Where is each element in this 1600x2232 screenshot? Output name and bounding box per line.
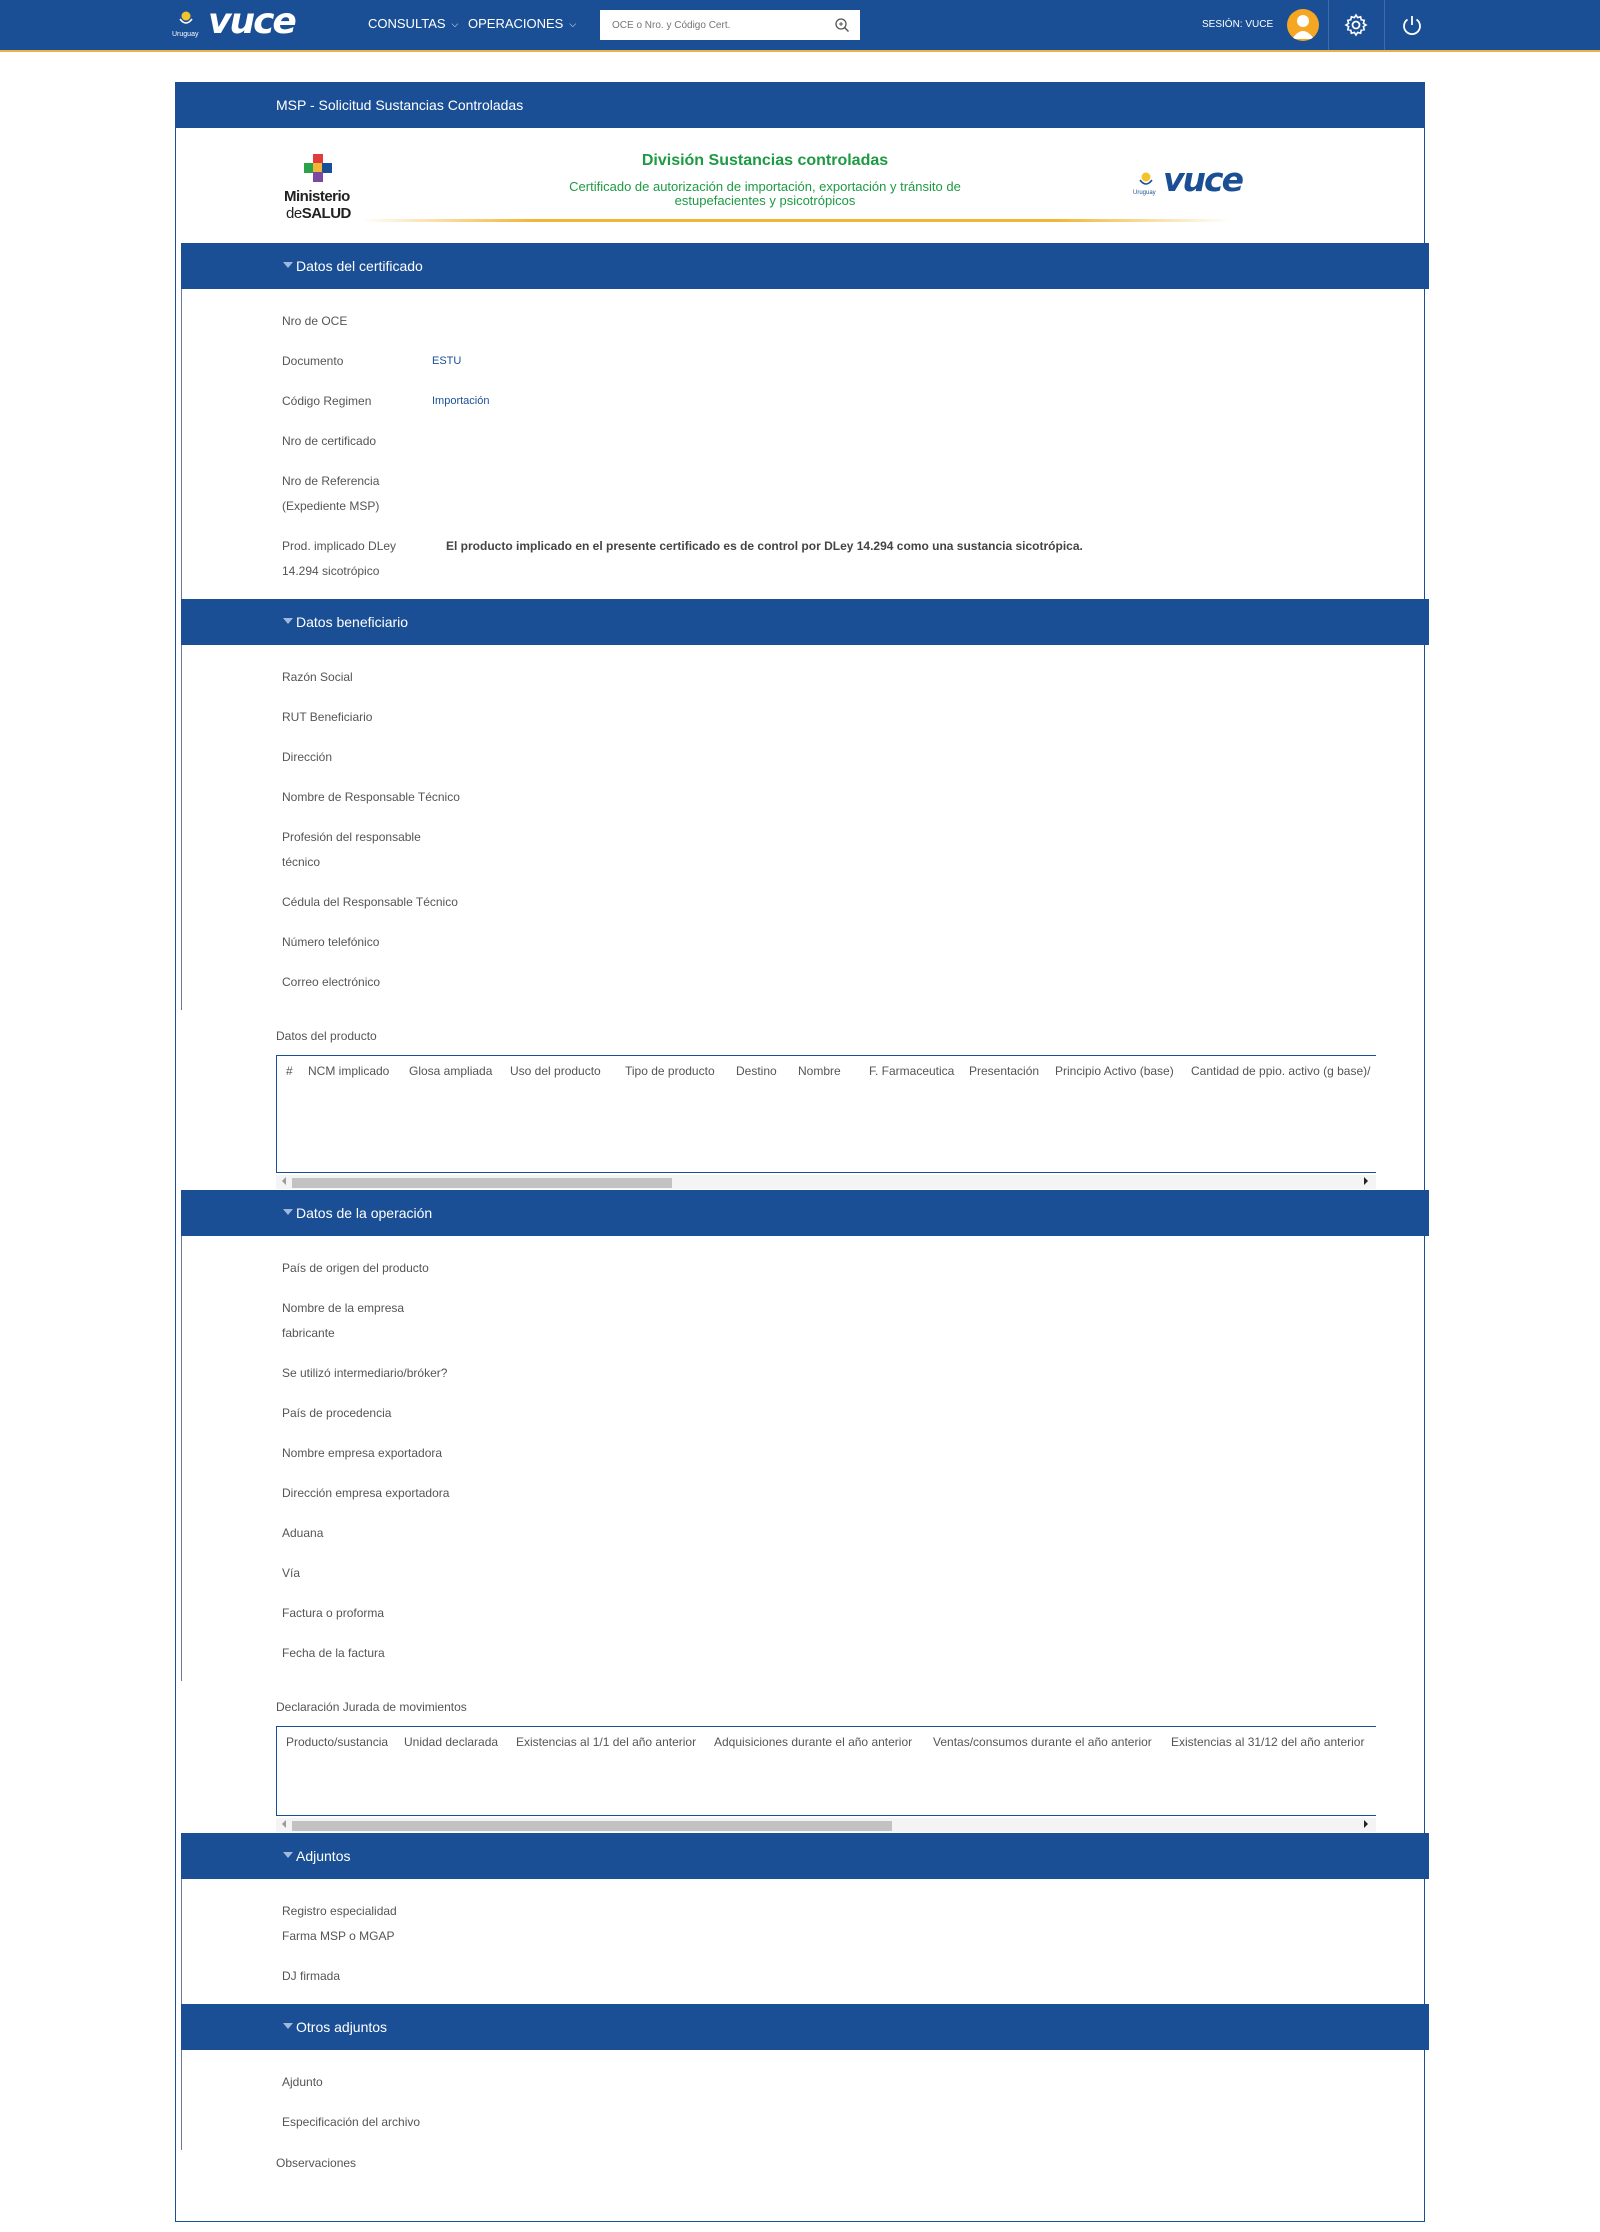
column-header[interactable]: Presentación xyxy=(969,1064,1040,1078)
vuce-brand-logo[interactable] xyxy=(172,1,322,45)
field-label-direccion: Dirección xyxy=(282,750,333,764)
field-label-nro-referencia: Nro de Referencia (Expediente MSP) xyxy=(282,474,380,513)
column-header[interactable]: Tipo de producto xyxy=(625,1064,715,1078)
column-header[interactable]: Glosa ampliada xyxy=(409,1064,493,1078)
column-header[interactable]: Existencias al 31/12 del año anterior xyxy=(1171,1735,1365,1749)
top-navigation-bar xyxy=(0,0,1600,52)
field-label-cedula: Cédula del Responsable Técnico xyxy=(282,895,458,909)
field-value-documento: ESTU xyxy=(432,355,462,367)
section-border xyxy=(181,2050,182,2150)
field-label-razon-social: Razón Social xyxy=(282,670,353,684)
field-label-telefono: Número telefónico xyxy=(282,935,380,949)
msp-logo-line2: deSALUD xyxy=(286,205,351,222)
section-border xyxy=(181,645,182,1010)
scroll-left-arrow-icon[interactable] xyxy=(282,1820,286,1828)
field-value-prod-implicado: El producto implicado en el presente certificado es de control por DLey 14.294 como una sustancia sicotrópica. xyxy=(446,539,1083,553)
section-title: Adjuntos xyxy=(296,1848,351,1864)
toolbar-divider xyxy=(1328,0,1329,50)
section-title: Datos de la operación xyxy=(296,1205,433,1221)
collapse-triangle-icon xyxy=(283,1209,293,1215)
vuce-logo xyxy=(1133,160,1253,206)
dj-grid-scrollbar[interactable] xyxy=(276,1818,1376,1832)
column-header[interactable]: Producto/sustancia xyxy=(286,1735,389,1749)
section-border xyxy=(181,289,182,599)
field-label-factura: Factura o proforma xyxy=(282,1606,385,1620)
search-input[interactable] xyxy=(600,10,820,40)
dj-grid-label: Declaración Jurada de movimientos xyxy=(276,1700,467,1714)
toolbar-divider xyxy=(1384,0,1385,50)
certificate-header xyxy=(280,148,1250,226)
field-label-responsable-tecnico: Nombre de Responsable Técnico xyxy=(282,790,460,804)
column-header[interactable]: F. Farmaceutica xyxy=(869,1064,955,1078)
menu-operaciones-label: OPERACIONES xyxy=(468,16,564,31)
field-label-aduana: Aduana xyxy=(282,1526,324,1540)
column-header[interactable]: Existencias al 1/1 del año anterior xyxy=(516,1735,697,1749)
field-label-especificacion-archivo: Especificación del archivo xyxy=(282,2115,421,2129)
uruguay-emblem-icon xyxy=(179,9,193,27)
section-datos-certificado[interactable] xyxy=(181,243,1429,289)
menu-consultas-label: CONSULTAS xyxy=(368,16,446,31)
certificate-title: División Sustancias controladas xyxy=(641,152,889,169)
menu-operaciones[interactable] xyxy=(468,16,576,31)
field-label-intermediario: Se utilizó intermediario/bróker? xyxy=(282,1366,448,1380)
search-box xyxy=(600,10,860,40)
column-header[interactable]: Adquisiciones durante el año anterior xyxy=(714,1735,913,1749)
section-title: Otros adjuntos xyxy=(296,2019,388,2035)
menu-consultas[interactable] xyxy=(368,16,458,31)
field-label-prod-implicado: Prod. implicado DLey 14.294 sicotrópico xyxy=(282,539,397,578)
section-title: Datos del certificado xyxy=(296,258,423,274)
collapse-triangle-icon xyxy=(283,262,293,268)
logout-power-icon[interactable] xyxy=(1400,13,1424,37)
column-header[interactable]: Destino xyxy=(736,1064,777,1078)
product-grid-label: Datos del producto xyxy=(276,1029,377,1043)
column-header[interactable]: Unidad declarada xyxy=(404,1735,499,1749)
chevron-down-icon: ⌵ xyxy=(451,19,459,29)
section-border xyxy=(181,1879,182,2004)
field-label-correo: Correo electrónico xyxy=(282,975,381,989)
field-label-pais-origen: País de origen del producto xyxy=(282,1261,429,1275)
scroll-right-arrow-icon[interactable] xyxy=(1364,1820,1368,1828)
field-label-registro-especialidad: Registro especialidad Farma MSP o MGAP xyxy=(282,1904,397,1943)
vuce-wordmark: vuce xyxy=(1163,160,1242,199)
brand-wordmark: vuce xyxy=(208,1,295,42)
scroll-left-arrow-icon[interactable] xyxy=(282,1177,286,1185)
scroll-right-arrow-icon[interactable] xyxy=(1364,1177,1368,1185)
uruguay-emblem-icon xyxy=(1139,170,1153,188)
section-datos-beneficiario[interactable] xyxy=(181,599,1429,645)
field-label-empresa-fabricante: Nombre de la empresa fabricante xyxy=(282,1301,405,1340)
section-border xyxy=(181,1236,182,1681)
section-datos-operacion[interactable] xyxy=(181,1190,1429,1236)
field-label-codigo-regimen: Código Regimen xyxy=(282,394,372,408)
collapse-triangle-icon xyxy=(283,618,293,624)
settings-gear-icon[interactable] xyxy=(1344,13,1368,37)
field-label-profesion: Profesión del responsable técnico xyxy=(282,830,421,869)
column-header[interactable]: Uso del producto xyxy=(510,1064,601,1078)
column-header[interactable]: Principio Activo (base) xyxy=(1055,1064,1174,1078)
field-label-empresa-exportadora: Nombre empresa exportadora xyxy=(282,1446,443,1460)
vuce-country-text: Uruguay xyxy=(1133,190,1156,196)
panel-title: MSP - Solicitud Sustancias Controladas xyxy=(175,82,1425,128)
field-label-dj-firmada: DJ firmada xyxy=(282,1969,341,1983)
collapse-triangle-icon xyxy=(283,1852,293,1858)
field-value-codigo-regimen: Importación xyxy=(432,395,490,407)
field-label-via: Vía xyxy=(282,1566,301,1580)
header-divider xyxy=(360,219,1230,222)
search-icon[interactable] xyxy=(834,17,850,33)
section-title: Datos beneficiario xyxy=(296,614,409,630)
user-avatar-icon[interactable] xyxy=(1287,9,1319,41)
observaciones-label: Observaciones xyxy=(276,2156,357,2170)
msp-logo-line1: Ministerio xyxy=(284,188,350,205)
field-label-rut-beneficiario: RUT Beneficiario xyxy=(282,710,373,724)
column-header[interactable]: NCM implicado xyxy=(308,1064,390,1078)
field-label-direccion-exportadora: Dirección empresa exportadora xyxy=(282,1486,450,1500)
field-label-nro-oce: Nro de OCE xyxy=(282,314,348,328)
brand-country-text: Uruguay xyxy=(172,31,199,38)
certificate-subtitle: Certificado de autorización de importación, exportación y tránsito de estupefacientes y psicotrópicos xyxy=(569,179,961,208)
chevron-down-icon: ⌵ xyxy=(569,19,577,29)
column-header[interactable]: Cantidad de ppio. activo (g base)/ xyxy=(1191,1064,1371,1078)
column-header[interactable]: Ventas/consumos durante el año anterior xyxy=(933,1735,1152,1749)
field-label-documento: Documento xyxy=(282,354,344,368)
scroll-thumb[interactable] xyxy=(292,1821,892,1831)
scroll-thumb[interactable] xyxy=(292,1178,672,1188)
product-grid[interactable] xyxy=(276,1055,1376,1173)
declaracion-jurada-grid[interactable] xyxy=(276,1726,1376,1816)
section-otros-adjuntos[interactable] xyxy=(181,2004,1429,2050)
section-adjuntos[interactable] xyxy=(181,1833,1429,1879)
field-label-pais-procedencia: País de procedencia xyxy=(282,1406,392,1420)
field-label-nro-certificado: Nro de certificado xyxy=(282,434,377,448)
collapse-triangle-icon xyxy=(283,2023,293,2029)
product-grid-scrollbar[interactable] xyxy=(276,1175,1376,1189)
session-label: SESIÓN: VUCE xyxy=(1202,19,1274,30)
column-header[interactable]: Nombre xyxy=(798,1064,841,1078)
field-label-adjunto: Ajdunto xyxy=(282,2075,323,2089)
column-header[interactable]: # xyxy=(286,1064,293,1078)
field-label-fecha-factura: Fecha de la factura xyxy=(282,1646,385,1660)
